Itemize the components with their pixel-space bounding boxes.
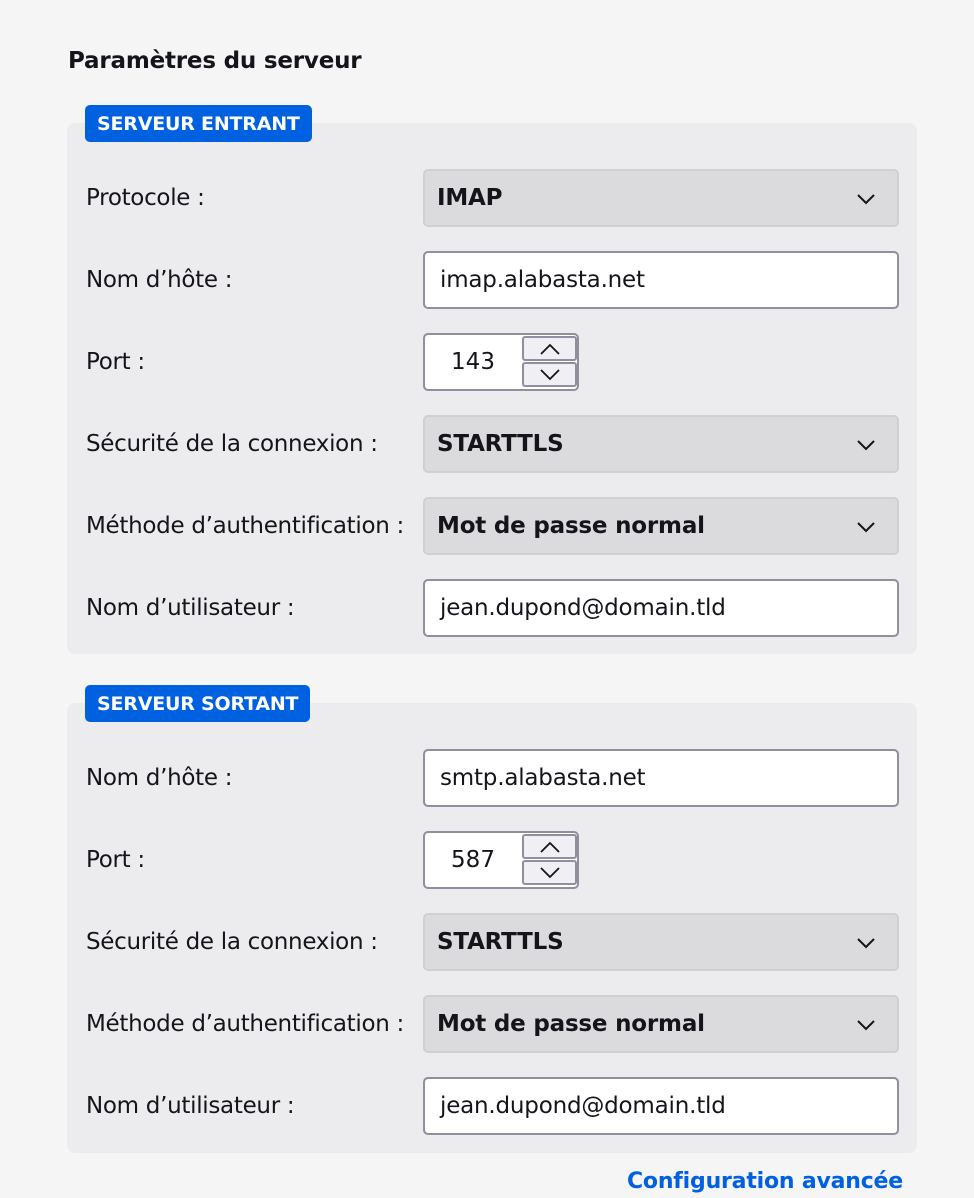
incoming-security-value: STARTTLS bbox=[437, 431, 564, 457]
chevron-up-icon bbox=[538, 342, 562, 356]
outgoing-security-value: STARTTLS bbox=[437, 929, 564, 955]
incoming-protocol-value: IMAP bbox=[437, 185, 503, 211]
incoming-port-decrement-button[interactable] bbox=[522, 362, 577, 387]
incoming-port-stepper[interactable] bbox=[423, 333, 579, 391]
outgoing-hostname-row bbox=[67, 749, 917, 807]
chevron-down-icon bbox=[855, 932, 877, 954]
chevron-up-icon bbox=[538, 840, 562, 854]
chevron-down-icon bbox=[855, 1014, 877, 1036]
outgoing-username-row bbox=[67, 1077, 917, 1135]
advanced-config-link[interactable]: Configuration avancée bbox=[626, 1169, 903, 1194]
incoming-security-row bbox=[67, 415, 917, 473]
incoming-username-row bbox=[67, 579, 917, 637]
section-title: Paramètres du serveur bbox=[68, 48, 362, 74]
incoming-port-increment-button[interactable] bbox=[522, 336, 577, 361]
incoming-port-value[interactable]: 143 bbox=[451, 349, 495, 375]
outgoing-port-value[interactable]: 587 bbox=[451, 847, 495, 873]
outgoing-security-select[interactable] bbox=[423, 913, 899, 971]
incoming-security-select[interactable] bbox=[423, 415, 899, 473]
outgoing-auth-value: Mot de passe normal bbox=[437, 1011, 705, 1037]
incoming-server-group bbox=[67, 123, 917, 654]
outgoing-port-label: Port : bbox=[86, 847, 145, 873]
outgoing-hostname-input[interactable]: smtp.alabasta.net bbox=[423, 749, 899, 807]
outgoing-port-increment-button[interactable] bbox=[522, 834, 577, 859]
outgoing-security-row bbox=[67, 913, 917, 971]
incoming-port-label: Port : bbox=[86, 349, 145, 375]
incoming-protocol-label: Protocole : bbox=[86, 185, 205, 211]
incoming-hostname-row bbox=[67, 251, 917, 309]
incoming-auth-label: Méthode d’authentification : bbox=[86, 513, 404, 539]
outgoing-auth-label: Méthode d’authentification : bbox=[86, 1011, 404, 1037]
chevron-down-icon bbox=[538, 866, 562, 880]
outgoing-security-label: Sécurité de la connexion : bbox=[86, 929, 378, 955]
chevron-down-icon bbox=[538, 368, 562, 382]
chevron-down-icon bbox=[855, 434, 877, 456]
incoming-auth-row bbox=[67, 497, 917, 555]
outgoing-auth-select[interactable] bbox=[423, 995, 899, 1053]
incoming-security-label: Sécurité de la connexion : bbox=[86, 431, 378, 457]
incoming-hostname-label: Nom d’hôte : bbox=[86, 267, 233, 293]
outgoing-port-decrement-button[interactable] bbox=[522, 860, 577, 885]
outgoing-server-group bbox=[67, 703, 917, 1153]
incoming-username-label: Nom d’utilisateur : bbox=[86, 595, 295, 621]
incoming-username-input[interactable]: jean.dupond@domain.tld bbox=[423, 579, 899, 637]
outgoing-server-badge: SERVEUR SORTANT bbox=[85, 685, 310, 722]
chevron-down-icon bbox=[855, 188, 877, 210]
outgoing-port-stepper[interactable] bbox=[423, 831, 579, 889]
incoming-hostname-input[interactable]: imap.alabasta.net bbox=[423, 251, 899, 309]
incoming-protocol-select[interactable] bbox=[423, 169, 899, 227]
outgoing-hostname-label: Nom d’hôte : bbox=[86, 765, 233, 791]
incoming-auth-select[interactable] bbox=[423, 497, 899, 555]
outgoing-username-input[interactable]: jean.dupond@domain.tld bbox=[423, 1077, 899, 1135]
outgoing-auth-row bbox=[67, 995, 917, 1053]
outgoing-port-row bbox=[67, 831, 917, 889]
incoming-server-badge: SERVEUR ENTRANT bbox=[85, 105, 312, 142]
outgoing-username-label: Nom d’utilisateur : bbox=[86, 1093, 295, 1119]
chevron-down-icon bbox=[855, 516, 877, 538]
incoming-auth-value: Mot de passe normal bbox=[437, 513, 705, 539]
incoming-protocol-row bbox=[67, 169, 917, 227]
incoming-port-row bbox=[67, 333, 917, 391]
